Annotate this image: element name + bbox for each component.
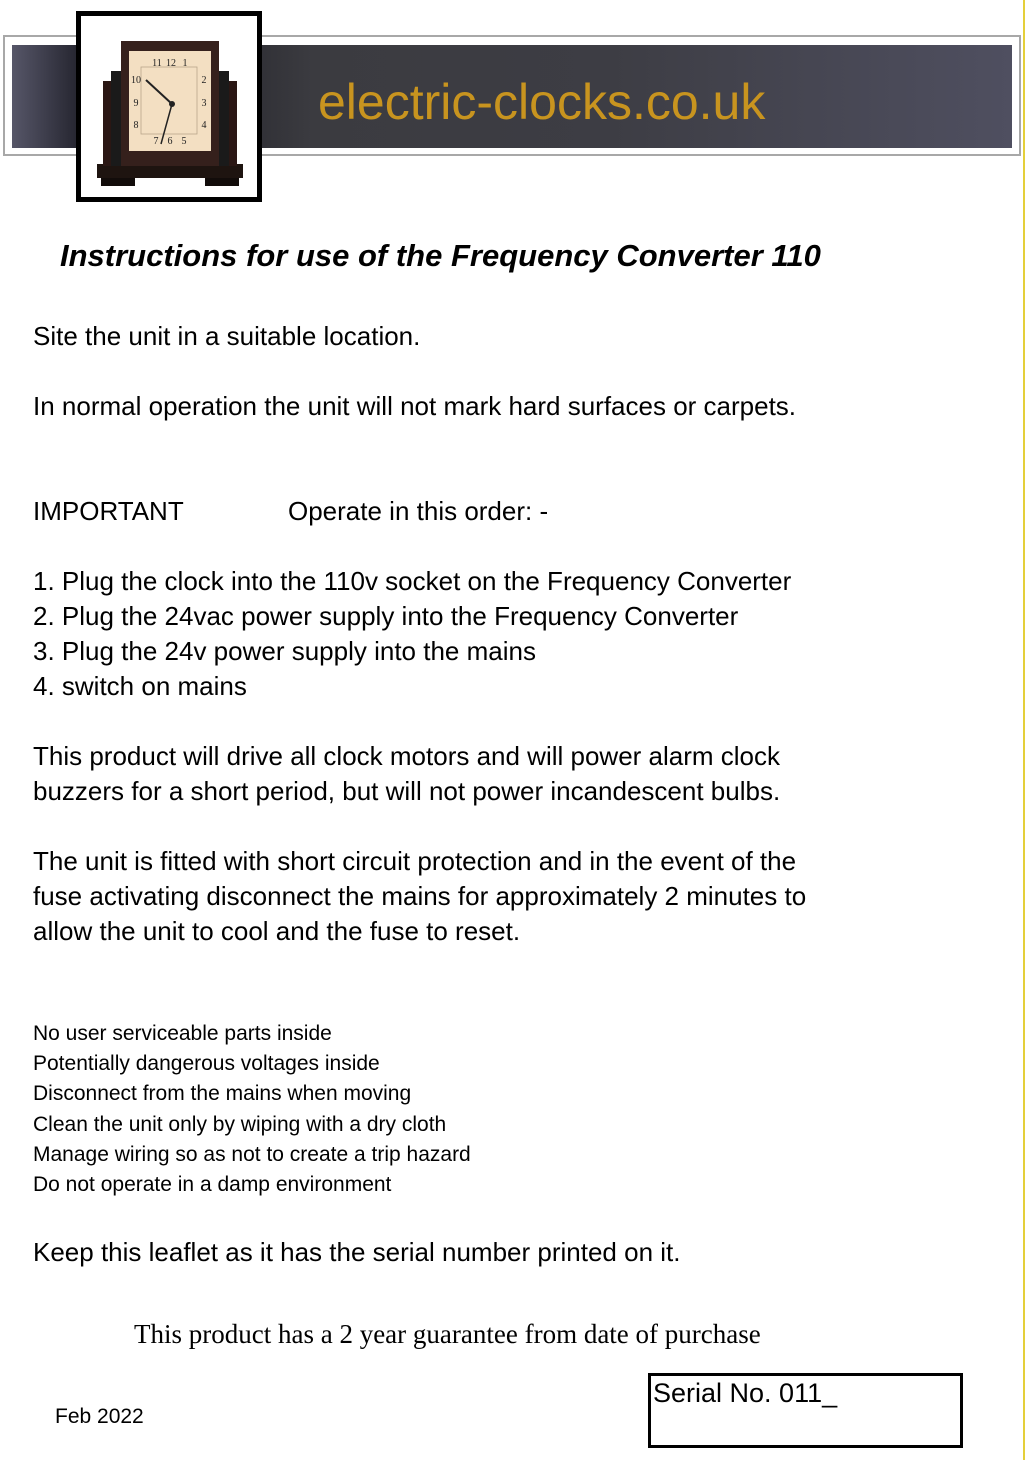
page-edge-rule — [1023, 0, 1025, 1460]
important-text: Operate in this order: - — [288, 496, 549, 526]
site-name[interactable]: electric-clocks.co.uk — [318, 74, 766, 130]
page-title: Instructions for use of the Frequency Converter 110 — [60, 238, 821, 273]
important-line — [33, 494, 548, 529]
svg-text:5: 5 — [181, 136, 187, 147]
paragraph-line: This product will drive all clock motors and will power alarm clock — [33, 741, 781, 771]
issue-date: Feb 2022 — [55, 1405, 144, 1428]
warning-item: No user serviceable parts inside — [33, 1022, 332, 1045]
warning-item: Potentially dangerous voltages inside — [33, 1052, 380, 1076]
svg-text:1: 1 — [182, 58, 188, 69]
important-label: IMPORTANT — [33, 496, 184, 526]
intro-line: Site the unit in a suitable location. — [33, 321, 421, 351]
svg-text:2: 2 — [201, 75, 207, 86]
warning-item: Do not operate in a damp environment — [33, 1173, 392, 1197]
paragraph-line: buzzers for a short period, but will not power incandescent bulbs. — [33, 776, 781, 806]
keep-leaflet-note: Keep this leaflet as it has the serial number printed on it. — [33, 1237, 681, 1267]
steps-list — [33, 564, 791, 704]
protection-paragraph — [33, 844, 806, 949]
intro-line: In normal operation the unit will not mark hard surfaces or carpets. — [33, 391, 797, 421]
logo[interactable] — [76, 11, 262, 202]
guarantee-note: This product has a 2 year guarantee from date of purchase — [134, 1319, 761, 1349]
capability-paragraph — [33, 739, 780, 809]
svg-text:4: 4 — [201, 120, 207, 131]
svg-text:3: 3 — [201, 98, 207, 109]
paragraph-line: fuse activating disconnect the mains for approximately 2 minutes to — [33, 881, 807, 911]
svg-text:6: 6 — [167, 136, 173, 147]
serial-number: Serial No. 011_ — [653, 1378, 838, 1408]
svg-text:9: 9 — [133, 98, 139, 109]
svg-text:7: 7 — [153, 136, 159, 147]
warning-item: Disconnect from the mains when moving — [33, 1082, 412, 1106]
step-item: 1. Plug the clock into the 110v socket on the Frequency Converter — [33, 566, 792, 596]
warning-item: Clean the unit only by wiping with a dry cloth — [33, 1112, 447, 1136]
paragraph-line: The unit is fitted with short circuit protection and in the event of the — [33, 846, 797, 876]
step-item: 2. Plug the 24vac power supply into the Frequency Converter — [33, 601, 739, 631]
svg-text:11: 11 — [152, 58, 162, 69]
step-item: 4. switch on mains — [33, 671, 247, 701]
mantel-clock-icon — [81, 16, 257, 197]
svg-text:8: 8 — [133, 120, 139, 131]
svg-text:10: 10 — [131, 75, 141, 86]
serial-number-box — [648, 1373, 963, 1448]
warning-item: Manage wiring so as not to create a trip hazard — [33, 1142, 471, 1166]
paragraph-line: allow the unit to cool and the fuse to reset. — [33, 916, 521, 946]
warnings-list — [33, 1019, 471, 1200]
svg-text:12: 12 — [166, 58, 176, 69]
step-item: 3. Plug the 24v power supply into the mains — [33, 636, 536, 666]
